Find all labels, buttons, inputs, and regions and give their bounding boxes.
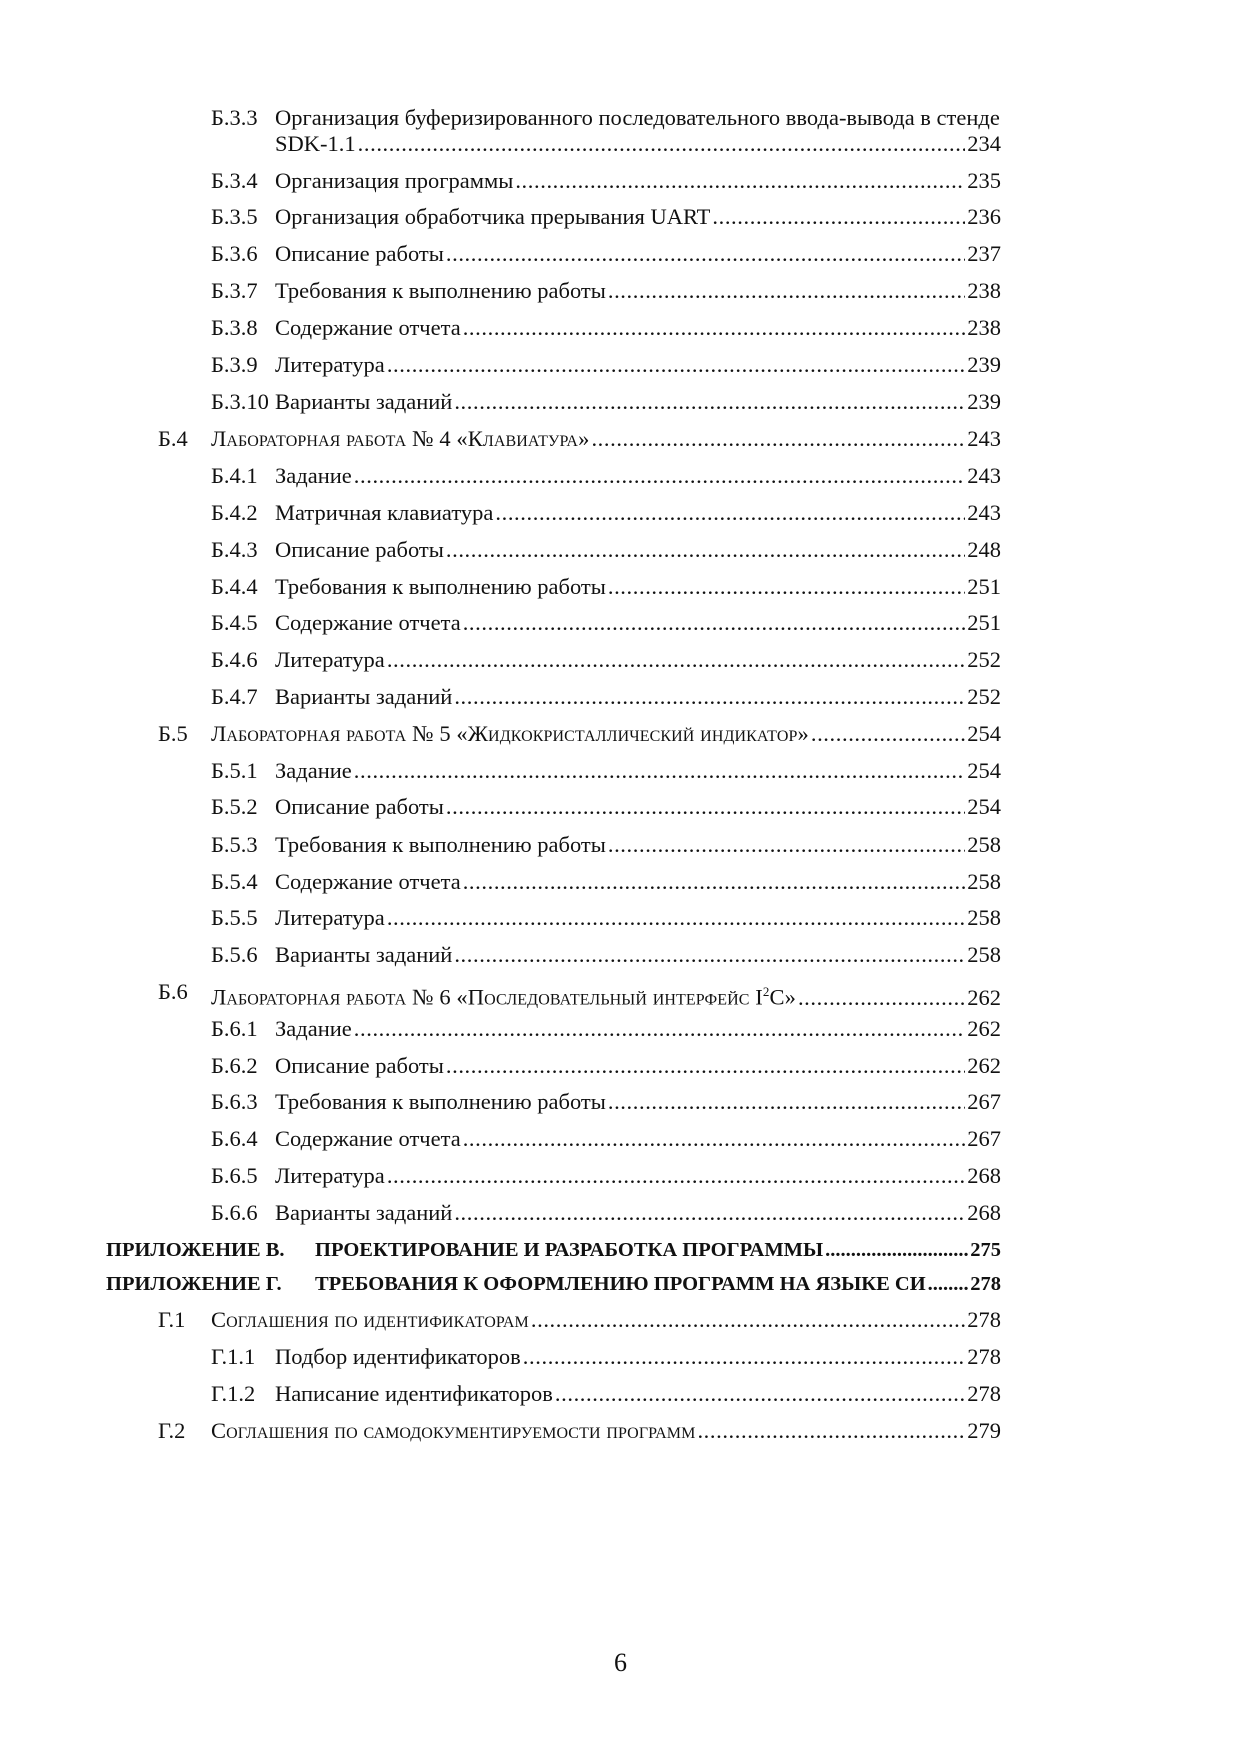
toc-entry-title: Требования к выполнению работы bbox=[275, 1089, 606, 1114]
toc-entry-page: 251 bbox=[967, 574, 1001, 599]
toc-entry-number: Б.5.6 bbox=[211, 942, 258, 967]
toc-entry-title: Требования к выполнению работы bbox=[275, 574, 606, 599]
toc-entry-number: Б.6.6 bbox=[211, 1200, 258, 1225]
toc-entry-number: Б.4.1 bbox=[211, 463, 258, 488]
toc-entry-number: Б.6.5 bbox=[211, 1163, 258, 1188]
leader-dots bbox=[515, 167, 965, 195]
leader-dots bbox=[387, 646, 965, 674]
title-part: C» bbox=[769, 984, 796, 1010]
toc-entry-title: Подбор идентификаторов bbox=[275, 1344, 521, 1369]
toc-entry-title: Соглашения по самодокументируемости программ bbox=[211, 1418, 696, 1443]
toc-entry-title: Литература bbox=[275, 647, 385, 672]
toc-entry-number: Б.6 bbox=[158, 979, 188, 1004]
toc-entry-title: Задание bbox=[275, 463, 352, 488]
toc-entry-page: 279 bbox=[967, 1418, 1001, 1443]
toc-entry-number: Б.3.8 bbox=[211, 315, 258, 340]
toc-entry-page: 243 bbox=[967, 426, 1001, 451]
toc-entry-title: Содержание отчета bbox=[275, 610, 461, 635]
toc-entry-number: Б.3.5 bbox=[211, 204, 258, 229]
leader-dots bbox=[531, 1306, 965, 1334]
leader-dots bbox=[608, 1088, 965, 1116]
toc-entry-page: 258 bbox=[967, 942, 1001, 967]
toc-entry-page: 235 bbox=[967, 168, 1001, 193]
toc-entry-number: ПРИЛОЖЕНИЕ Г. bbox=[106, 1273, 282, 1295]
toc-entry-title: ТРЕБОВАНИЯ К ОФОРМЛЕНИЮ ПРОГРАММ НА ЯЗЫКЕ СИ bbox=[315, 1273, 926, 1295]
leader-dots bbox=[446, 240, 965, 268]
toc-entry-title: Литература bbox=[275, 352, 385, 377]
toc-entry-title: Описание работы bbox=[275, 537, 444, 562]
toc-entry-number: Б.4.5 bbox=[211, 610, 258, 635]
toc-entry-number: Б.5.4 bbox=[211, 869, 258, 894]
toc-entry-number: Б.3.10 bbox=[211, 389, 269, 414]
toc-entry-page: 268 bbox=[967, 1163, 1001, 1188]
toc-entry-number: Б.3.9 bbox=[211, 352, 258, 377]
toc-entry-page: 237 bbox=[967, 241, 1001, 266]
toc-entry-title-line1: Организация буферизированного последовательного ввода-вывода в стенде bbox=[275, 105, 1000, 130]
toc-entry-page: 267 bbox=[967, 1089, 1001, 1114]
toc-entry-title: Варианты заданий bbox=[275, 942, 453, 967]
toc-entry-page: 278 bbox=[967, 1344, 1001, 1369]
toc-entry-number: Г.1.1 bbox=[211, 1344, 256, 1369]
toc-entry-title bbox=[211, 978, 796, 1012]
toc-entry-number: Б.6.1 bbox=[211, 1016, 258, 1041]
toc-entry-title: Содержание отчета bbox=[275, 869, 461, 894]
toc-entry-title: Содержание отчета bbox=[275, 315, 461, 340]
leader-dots bbox=[825, 1236, 968, 1264]
toc-entry-page: 267 bbox=[967, 1126, 1001, 1151]
toc-entry-number: Б.4.3 bbox=[211, 537, 258, 562]
leader-dots bbox=[446, 1052, 965, 1080]
toc-entry-number: Б.3.4 bbox=[211, 168, 258, 193]
leader-dots bbox=[608, 573, 965, 601]
leader-dots bbox=[454, 1199, 965, 1227]
toc-entry-page: 239 bbox=[967, 389, 1001, 414]
leader-dots bbox=[446, 536, 965, 564]
toc-entry-number: Б.4.6 bbox=[211, 647, 258, 672]
toc-entry-page: 278 bbox=[967, 1307, 1001, 1332]
toc-entry-page: 243 bbox=[967, 500, 1001, 525]
toc-entry-title: SDK-1.1 bbox=[275, 131, 356, 156]
toc-entry-title: Организация обработчика прерывания UART bbox=[275, 204, 711, 229]
toc-entry-number: Б.5.3 bbox=[211, 832, 258, 857]
toc-entry-number: Б.4 bbox=[158, 426, 188, 451]
leader-dots bbox=[811, 720, 965, 748]
leader-dots bbox=[495, 499, 965, 527]
leader-dots bbox=[697, 1417, 965, 1445]
toc-entry-page: 262 bbox=[967, 1053, 1001, 1078]
toc-entry-title: Варианты заданий bbox=[275, 1200, 453, 1225]
leader-dots bbox=[463, 314, 966, 342]
leader-dots bbox=[555, 1380, 965, 1408]
leader-dots bbox=[454, 683, 965, 711]
toc-entry-page: 254 bbox=[967, 794, 1001, 819]
toc-entry-number: Б.4.2 bbox=[211, 500, 258, 525]
toc-entry-number: Б.6.4 bbox=[211, 1126, 258, 1151]
toc-entry-number: Б.4.7 bbox=[211, 684, 258, 709]
toc-entry-number: ПРИЛОЖЕНИЕ В. bbox=[106, 1239, 285, 1261]
toc-entry-title: Варианты заданий bbox=[275, 389, 453, 414]
leader-dots bbox=[387, 1162, 965, 1190]
leader-dots bbox=[354, 1015, 965, 1043]
toc-entry-page: 238 bbox=[967, 315, 1001, 340]
toc-entry-page: 236 bbox=[967, 204, 1001, 229]
leader-dots bbox=[358, 130, 966, 158]
toc-entry-page: 278 bbox=[967, 1381, 1001, 1406]
toc-entry-number: Б.3.7 bbox=[211, 278, 258, 303]
leader-dots bbox=[354, 462, 965, 490]
leader-dots bbox=[354, 757, 965, 785]
title-part: Лабораторная работа № 6 «Последовательный интерфейс I bbox=[211, 984, 763, 1010]
toc-entry-title: Содержание отчета bbox=[275, 1126, 461, 1151]
toc-entry-page: 262 bbox=[967, 1016, 1001, 1041]
toc-entry-title: Организация программы bbox=[275, 168, 514, 193]
toc-entry-page: 268 bbox=[967, 1200, 1001, 1225]
toc-entry-number: Б.4.4 bbox=[211, 574, 258, 599]
toc-entry-title: Написание идентификаторов bbox=[275, 1381, 553, 1406]
toc-entry[interactable] bbox=[0, 104, 1241, 162]
leader-dots bbox=[591, 425, 965, 453]
toc-entry-number: Г.2 bbox=[158, 1418, 186, 1443]
superscript: 2 bbox=[762, 984, 770, 999]
toc-entry-page: 254 bbox=[967, 721, 1001, 746]
toc-entry-page: 254 bbox=[967, 758, 1001, 783]
toc-entry-page: 248 bbox=[967, 537, 1001, 562]
toc-entry-title: Описание работы bbox=[275, 241, 444, 266]
toc-entry-title: Задание bbox=[275, 1016, 352, 1041]
toc-entry-title: Описание работы bbox=[275, 1053, 444, 1078]
leader-dots bbox=[608, 277, 965, 305]
leader-dots bbox=[454, 388, 965, 416]
leader-dots bbox=[523, 1343, 965, 1371]
leader-dots bbox=[712, 203, 965, 231]
toc-entry-title: Литература bbox=[275, 905, 385, 930]
toc-entry-page: 278 bbox=[970, 1273, 1001, 1295]
toc-entry-number: Б.3.3 bbox=[211, 105, 258, 130]
toc-entry-page: 262 bbox=[967, 984, 1001, 1010]
toc-entry-number: Б.6.2 bbox=[211, 1053, 258, 1078]
leader-dots bbox=[463, 868, 966, 896]
toc-entry-title: Лабораторная работа № 4 «Клавиатура» bbox=[211, 426, 590, 451]
toc-entry-page: 234 bbox=[967, 131, 1001, 156]
toc-entry-number: Б.5.5 bbox=[211, 905, 258, 930]
toc-entry-title: Задание bbox=[275, 758, 352, 783]
toc-entry-page: 252 bbox=[967, 647, 1001, 672]
toc-entry-page: 252 bbox=[967, 684, 1001, 709]
leader-dots bbox=[387, 351, 965, 379]
page-number: 6 bbox=[614, 1648, 627, 1677]
toc-entry-number: Б.3.6 bbox=[211, 241, 258, 266]
toc-entry-title: Литература bbox=[275, 1163, 385, 1188]
toc-entry-title: Варианты заданий bbox=[275, 684, 453, 709]
toc-entry-number: Г.1 bbox=[158, 1307, 186, 1332]
leader-dots bbox=[463, 609, 966, 637]
toc-entry-page: 258 bbox=[967, 869, 1001, 894]
toc-entry-title: ПРОЕКТИРОВАНИЕ И РАЗРАБОТКА ПРОГРАММЫ bbox=[315, 1239, 824, 1261]
toc-entry-number: Г.1.2 bbox=[211, 1381, 256, 1406]
leader-dots bbox=[928, 1270, 969, 1298]
leader-dots bbox=[446, 793, 965, 821]
toc-entry-page: 238 bbox=[967, 278, 1001, 303]
toc-entry-number: Б.5.1 bbox=[211, 758, 258, 783]
toc-entry-number: Б.5.2 bbox=[211, 794, 258, 819]
toc-entry-title: Лабораторная работа № 5 «Жидкокристаллический индикатор» bbox=[211, 721, 809, 746]
toc-entry-title: Матричная клавиатура bbox=[275, 500, 494, 525]
leader-dots bbox=[387, 904, 965, 932]
toc-entry-page: 239 bbox=[967, 352, 1001, 377]
toc-entry-title: Требования к выполнению работы bbox=[275, 278, 606, 303]
toc-entry-page: 258 bbox=[967, 832, 1001, 857]
toc-entry-title: Описание работы bbox=[275, 794, 444, 819]
toc-entry-title: Требования к выполнению работы bbox=[275, 832, 606, 857]
leader-dots bbox=[463, 1125, 966, 1153]
toc-entry-page: 258 bbox=[967, 905, 1001, 930]
toc-entry-page: 251 bbox=[967, 610, 1001, 635]
toc-entry-page: 275 bbox=[970, 1239, 1001, 1261]
leader-dots bbox=[454, 941, 965, 969]
toc-entry-page: 243 bbox=[967, 463, 1001, 488]
leader-dots bbox=[608, 831, 965, 859]
toc-entry-number: Б.6.3 bbox=[211, 1089, 258, 1114]
toc-entry-number: Б.5 bbox=[158, 721, 188, 746]
leader-dots bbox=[798, 984, 965, 1012]
toc-entry-title: Соглашения по идентификаторам bbox=[211, 1307, 529, 1332]
